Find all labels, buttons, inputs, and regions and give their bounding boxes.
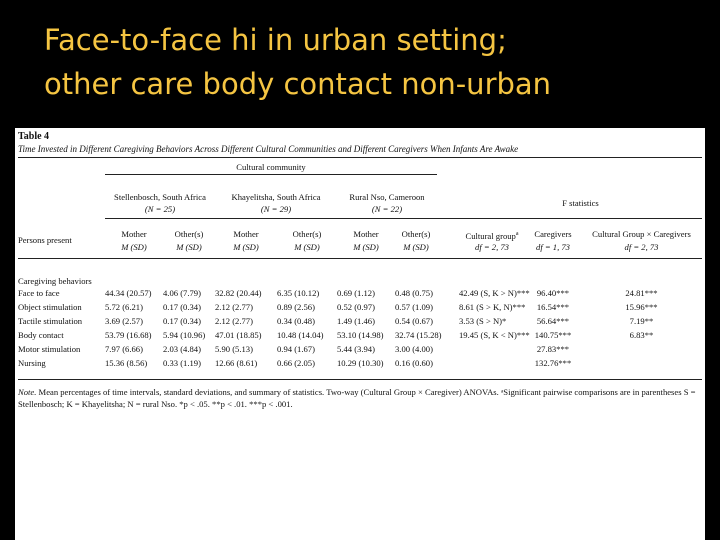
table-cell: 0.16 (0.60)	[395, 358, 433, 368]
table-cell: 15.36 (8.56)	[105, 358, 148, 368]
df-header: df = 1, 73	[536, 242, 570, 252]
caregiver-header: Mother	[233, 229, 259, 239]
community-name: Rural Nso, Cameroon	[349, 192, 425, 202]
table-cell: 4.06 (7.79)	[163, 288, 201, 298]
row-label: Face to face	[18, 288, 60, 298]
f-header-label: Cultural Group × Caregivers	[592, 229, 691, 239]
table-cell: 53.10 (14.98)	[337, 330, 384, 340]
caregiver-header: Other(s)	[292, 229, 322, 239]
msd-header: M (SD)	[176, 242, 202, 252]
table-cell: 3.69 (2.57)	[105, 316, 143, 326]
msd-header: M (SD)	[403, 242, 429, 252]
f-header	[525, 229, 581, 240]
caregiver-header: Other(s)	[174, 229, 204, 239]
community-sample-size: (N = 22)	[371, 204, 403, 214]
row-label: Nursing	[18, 358, 46, 368]
slide-title-line-1: Face-to-face hi in urban setting;	[44, 23, 507, 57]
table-cell: 10.29 (10.30)	[337, 358, 384, 368]
table-cell: 47.01 (18.85)	[215, 330, 262, 340]
table-cell: 12.66 (8.61)	[215, 358, 258, 368]
table-cell: 6.35 (10.12)	[277, 288, 320, 298]
df-header: df = 2, 73	[624, 242, 659, 252]
persons-present-label: Persons present	[18, 235, 72, 245]
f-stat-cell: 56.64***	[536, 316, 570, 326]
spanner-rule	[105, 174, 437, 175]
row-label: Motor stimulation	[18, 344, 81, 354]
table-cell: 0.89 (2.56)	[277, 302, 315, 312]
msd-header: M (SD)	[233, 242, 259, 252]
f-header-superscript: a	[515, 231, 519, 237]
caregiver-header: Other(s)	[401, 229, 431, 239]
table-image	[15, 128, 705, 540]
header-bottom-rule	[18, 258, 702, 259]
f-statistics-header: F statistics	[562, 198, 599, 208]
msd-header: M (SD)	[294, 242, 320, 252]
section-label: Caregiving behaviors	[18, 276, 92, 286]
f-stat-cell: 96.40***	[536, 288, 570, 298]
bottom-rule	[18, 379, 702, 380]
slide-title-line-2: other care body contact non-urban	[44, 67, 552, 101]
row-label: Body contact	[18, 330, 64, 340]
table-cell: 0.57 (1.09)	[395, 302, 433, 312]
table-label: Table 4	[18, 131, 50, 142]
f-stat-cell: 132.76***	[534, 358, 572, 368]
table-cell: 0.66 (2.05)	[277, 358, 315, 368]
table-cell: 0.17 (0.34)	[163, 302, 201, 312]
table-cell: 0.69 (1.12)	[337, 288, 375, 298]
table-cell: 2.12 (2.77)	[215, 302, 253, 312]
table-cell: 0.17 (0.34)	[163, 316, 201, 326]
caregiver-header: Mother	[121, 229, 147, 239]
f-header	[581, 229, 702, 240]
table-cell: 2.12 (2.77)	[215, 316, 253, 326]
table-cell: 7.97 (6.66)	[105, 344, 143, 354]
f-stat-cell: 7.19**	[629, 316, 654, 326]
spanner-header: Cultural community	[236, 162, 306, 172]
table-cell: 5.94 (10.96)	[163, 330, 206, 340]
f-stat-cell: 140.75***	[534, 330, 572, 340]
table-cell: 0.33 (1.19)	[163, 358, 201, 368]
table-cell: 0.54 (0.67)	[395, 316, 433, 326]
subheader-rule	[105, 218, 702, 219]
table-note	[18, 386, 702, 410]
table-cell: 53.79 (16.68)	[105, 330, 152, 340]
table-cell: 5.72 (6.21)	[105, 302, 143, 312]
df-header: df = 2, 73	[475, 242, 509, 252]
row-label: Object stimulation	[18, 302, 82, 312]
table-cell: 5.90 (5.13)	[215, 344, 253, 354]
f-header-label: Caregivers	[534, 229, 572, 239]
f-header-label: Cultural group	[465, 230, 516, 241]
table-cell: 0.48 (0.75)	[395, 288, 433, 298]
table-cell: 32.82 (20.44)	[215, 288, 262, 298]
f-stat-cell: 42.49 (S, K > N)***	[459, 288, 530, 298]
table-cell: 0.34 (0.48)	[277, 316, 315, 326]
f-stat-cell: 15.96***	[625, 302, 658, 312]
f-stat-cell: 8.61 (S > K, N)***	[459, 302, 526, 312]
community-name: Khayelitsha, South Africa	[231, 192, 321, 202]
f-stat-cell: 6.83**	[629, 330, 654, 340]
table-cell: 1.49 (1.46)	[337, 316, 375, 326]
table-cell: 0.52 (0.97)	[337, 302, 375, 312]
f-header	[459, 229, 525, 242]
table-cell: 2.03 (4.84)	[163, 344, 201, 354]
f-stat-cell: 19.45 (S, K < N)***	[459, 330, 530, 340]
community-sample-size: (N = 25)	[144, 204, 176, 214]
note-text: Mean percentages of time intervals, standard deviations, and summary of statistics. Two-way (Cultural Group × Caregiver) ANOVAs. ᵃSignificant pairwise comparisons are in parentheses S = Stellenbosch; K = Khayelitsha; N = rural Nso. *p < .05. **p < .01. ***p < .001.	[18, 387, 696, 409]
f-stat-cell: 24.81***	[625, 288, 658, 298]
f-stat-cell: 27.83***	[536, 344, 570, 354]
table-cell: 0.94 (1.67)	[277, 344, 315, 354]
caregiver-header: Mother	[353, 229, 379, 239]
f-stat-cell: 16.54***	[536, 302, 570, 312]
msd-header: M (SD)	[353, 242, 379, 252]
top-rule	[18, 157, 702, 158]
slide-title	[44, 18, 704, 106]
table-cell: 3.00 (4.00)	[395, 344, 433, 354]
community-name: Stellenbosch, South Africa	[114, 192, 206, 202]
f-stat-cell: 3.53 (S > N)*	[459, 316, 507, 326]
msd-header: M (SD)	[121, 242, 147, 252]
table-cell: 5.44 (3.94)	[337, 344, 375, 354]
table-cell: 44.34 (20.57)	[105, 288, 152, 298]
table-cell: 10.48 (14.04)	[277, 330, 324, 340]
row-label: Tactile stimulation	[18, 316, 83, 326]
table-caption: Time Invested in Different Caregiving Behaviors Across Different Cultural Communities and Different Caregivers When Infants Are Awake	[18, 144, 519, 154]
table-cell: 32.74 (15.28)	[395, 330, 442, 340]
community-sample-size: (N = 29)	[260, 204, 292, 214]
note-label: Note.	[18, 387, 37, 397]
